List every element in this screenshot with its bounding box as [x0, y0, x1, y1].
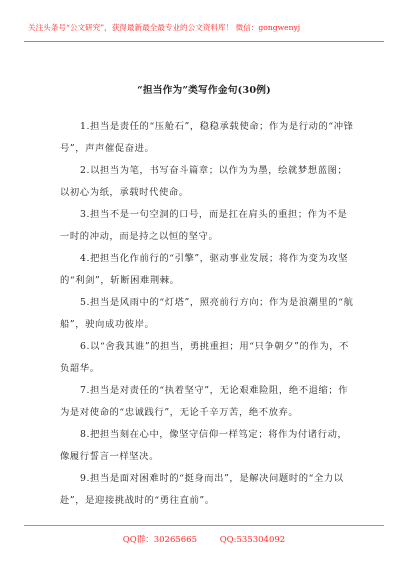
quote-item-4: 4.把担当化作前行的“引擎”，驱动事业发展；将作为变为攻坚的“利剑”，斩断困难荆棘。: [60, 253, 349, 286]
header-note: 关注头条号“公文研究”，获得最新最全最专业的公文资料库！ 微信：gongwenyj: [28, 23, 301, 32]
quote-item-5: 5.担当是风雨中的“灯塔”，照亮前行方向；作为是浪潮里的“航船”，驶向成功彼岸。: [60, 297, 354, 330]
qq-group-text: QQ群：30265665: [122, 535, 197, 545]
footer-divider: [24, 525, 384, 526]
quote-item-6: 6.以“舍我其谁”的担当，勇挑重担；用“只争朝夕”的作为，不负韶华。: [60, 341, 350, 374]
quote-item-9: 9.担当是面对困难时的“挺身而出”，是解决问题时的“全力以赴”，是迎接挑战时的“勇往直前”。: [60, 473, 344, 506]
qq-text: QQ:535304092: [219, 535, 286, 545]
document-title: “担当作为”类写作金句(30例): [137, 85, 271, 96]
quote-item-3: 3.担当不是一句空洞的口号，而是扛在肩头的重担；作为不是一时的冲动，而是持之以恒的坚守。: [60, 209, 348, 242]
quote-item-7: 7.担当是对责任的“执着坚守”，无论艰难险阻，绝不退缩；作为是对使命的“忠诚践行”，无论千辛万苦，绝不放弃。: [60, 385, 349, 418]
quote-item-2: 2.以担当为笔，书写奋斗篇章；以作为为墨，绘就梦想蓝图；以初心为纸，承载时代使命。: [60, 165, 348, 198]
quote-item-8: 8.把担当刻在心中，像坚守信仰一样笃定；将作为付诸行动，像履行誓言一样坚决。: [60, 429, 348, 462]
document-body: [60, 116, 356, 512]
footer-contact: [0, 533, 408, 545]
quote-item-1: 1.担当是责任的“压舱石”，稳稳承载使命；作为是行动的“冲锋号”，声声催促奋进。: [60, 121, 354, 154]
header-divider: [24, 41, 384, 42]
